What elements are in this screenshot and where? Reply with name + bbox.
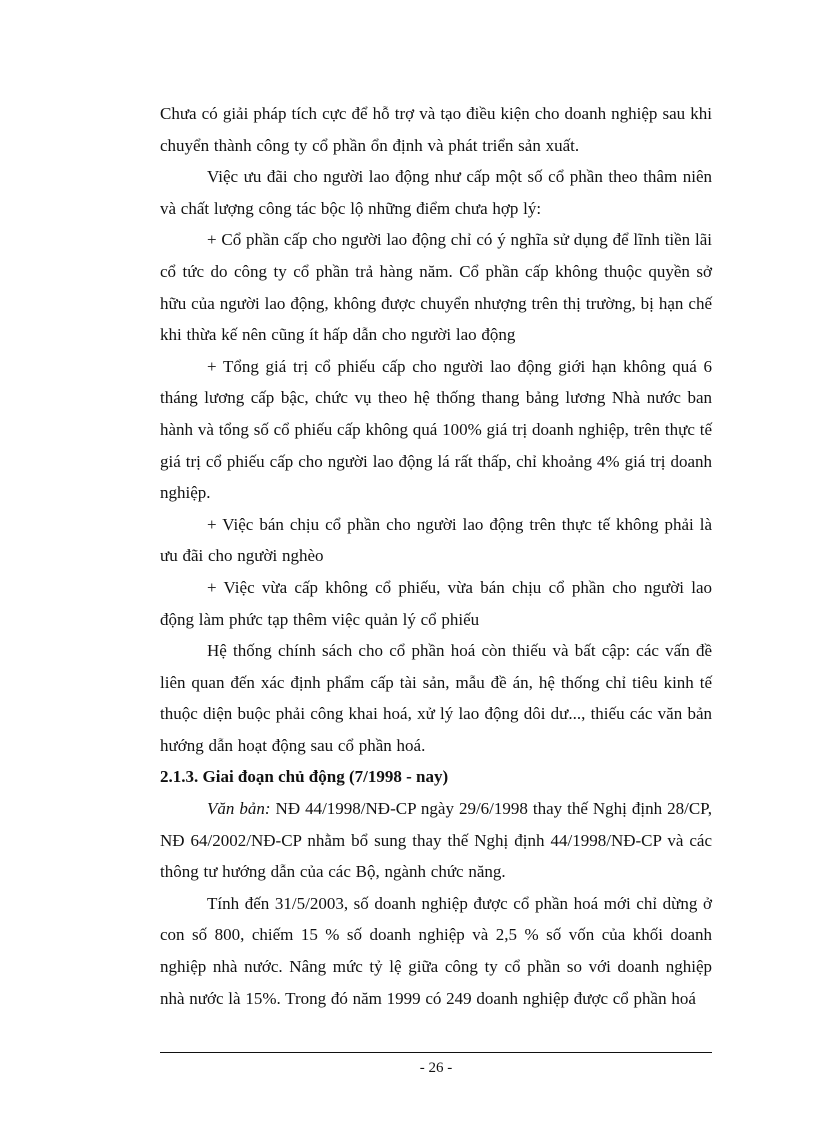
paragraph-policy-system: Hệ thống chính sách cho cổ phần hoá còn thiếu và bất cập: các vấn đề liên quan đến xác định phẩm cấp tài sản, mẫu đề án, hệ thống chỉ tiêu kinh tế thuộc diện buộc phải công khai hoá, xử lý lao động dôi dư..., thiếu các văn bản hướng dẫn hoạt động sau cổ phần hoá. bbox=[160, 641, 712, 755]
paragraph-share-dividend: + Cổ phần cấp cho người lao động chỉ có ý nghĩa sử dụng để lĩnh tiền lãi cổ tức do công ty cổ phần trả hàng năm. Cổ phần cấp không thuộc quyền sở hữu của người lao động, không được chuyển nhượng trên thị trường, bị hạn chế khi thừa kế nên cũng ít hấp dẫn cho người lao động bbox=[160, 230, 712, 345]
section-heading: 2.1.3. Giai đoạn chủ động (7/1998 - nay) bbox=[160, 767, 449, 787]
paragraph-solution: Chưa có giải pháp tích cực để hỗ trợ và tạo điều kiện cho doanh nghiệp sau khi chuyển thành công ty cổ phần ổn định và phát triển sản xuất. bbox=[160, 104, 712, 155]
page-number: - 26 - bbox=[419, 1060, 453, 1076]
page-body bbox=[160, 98, 712, 1014]
paragraph-legal-documents bbox=[160, 793, 712, 888]
van-ban-text: NĐ 44/1998/NĐ-CP ngày 29/6/1998 thay thế Nghị định 28/CP, NĐ 64/2002/NĐ-CP nhằm bổ sung thay thế Nghị định 44/1998/NĐ-CP và các thông tư hướng dẫn của các Bộ, ngành chức năng. bbox=[160, 799, 713, 882]
van-ban-label: Văn bản: bbox=[207, 799, 271, 819]
paragraph-statistics: Tính đến 31/5/2003, số doanh nghiệp được cổ phần hoá mới chỉ dừng ở con số 800, chiếm 15 % số doanh nghiệp và 2,5 % số vốn của khối doanh nghiệp nhà nước. Nâng mức tỷ lệ giữa công ty cổ phần so với doanh nghiệp nhà nước là 15%. Trong đó năm 1999 có 249 doanh nghiệp được cổ phần hoá bbox=[160, 893, 712, 1008]
footer-rule bbox=[160, 1052, 712, 1053]
paragraph-share-management: + Việc vừa cấp không cổ phiếu, vừa bán chịu cổ phần cho người lao động làm phức tạp thêm việc quản lý cổ phiếu bbox=[160, 577, 712, 629]
paragraph-incentives: Việc ưu đãi cho người lao động như cấp một số cổ phần theo thâm niên và chất lượng công tác bộc lộ những điểm chưa hợp lý: bbox=[160, 167, 712, 218]
paragraph-share-value: + Tổng giá trị cổ phiếu cấp cho người lao động giới hạn không quá 6 tháng lương cấp bậc, chức vụ theo hệ thống thang bảng lương Nhà nước ban hành và tổng số cổ phiếu cấp không quá 100% giá trị doanh nghiệp, trên thực tế giá trị cổ phiếu cấp cho người lao động lá rất thấp, chỉ khoảng 4% giá trị doanh nghiệp. bbox=[160, 356, 712, 503]
paragraph-credit-sale: + Việc bán chịu cổ phần cho người lao động trên thực tế không phải là ưu đãi cho người nghèo bbox=[160, 514, 712, 566]
